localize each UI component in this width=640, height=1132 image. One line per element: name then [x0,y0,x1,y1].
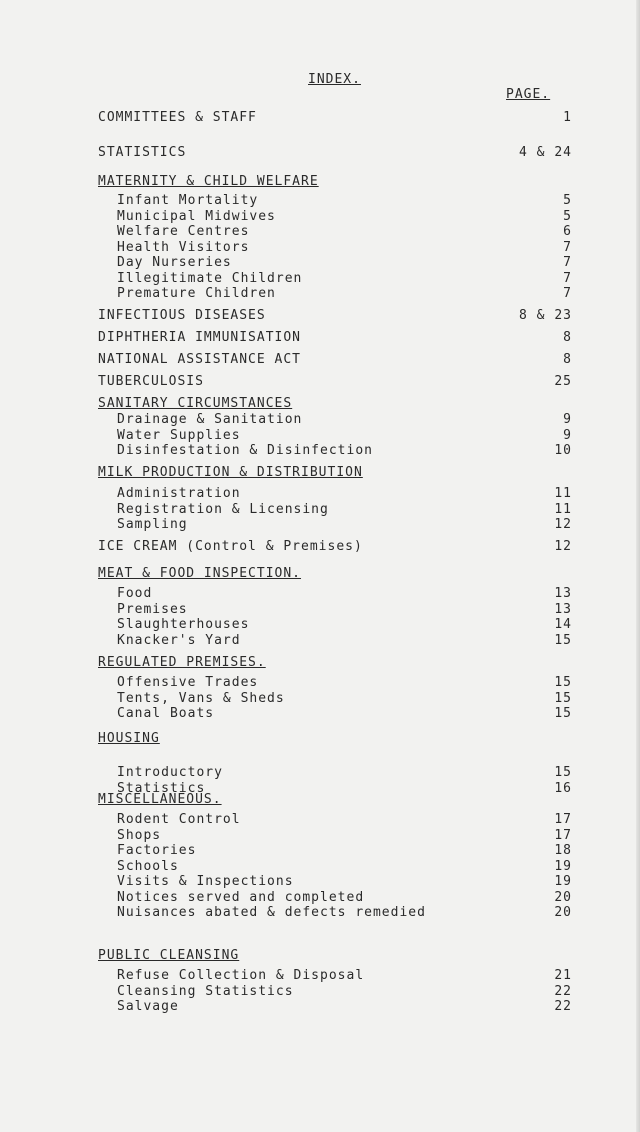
sub-entry [0,859,640,874]
sub-entry-page-number: 18 [554,843,572,858]
sub-entry-label: Schools [117,858,179,874]
index-title: INDEX. [308,72,361,87]
sub-entry-page-number: 15 [554,765,572,780]
sub-entry [0,968,640,983]
sub-entry [0,874,640,889]
sub-entry-label: Statistics [117,780,206,796]
sub-entry-page-number: 7 [563,270,572,286]
sub-entry-label: Disinfestation & Disinfection [117,443,373,458]
sub-entry-label: Introductory [117,765,223,780]
sub-entry [0,586,640,601]
entry-label: HOUSING [98,731,160,746]
sub-entry-page-number: 7 [563,239,572,255]
sub-entry [0,486,640,501]
sub-entry-label: Infant Mortality [117,193,259,208]
sub-entry [0,271,640,286]
sub-entry-label: Slaughterhouses [117,617,250,632]
sub-entry-page-number: 14 [554,617,572,632]
sub-entry [0,984,640,999]
sub-entry-page-number: 7 [563,255,572,270]
entry-label: MILK PRODUCTION & DISTRIBUTION [98,465,363,480]
sub-entry-page-number: 12 [554,517,572,532]
sub-entry-page-number: 22 [554,983,572,999]
index-entry [0,539,640,557]
sub-entry-page-number: 15 [554,706,572,721]
entry-page-number: 1 [563,110,572,125]
sub-entry-page-number: 20 [554,889,572,905]
sub-entry [0,890,640,905]
sub-entry [0,905,640,920]
index-entry [0,792,640,810]
sub-entry-label: Shops [117,827,162,843]
sub-entry [0,193,640,208]
sub-entry [0,517,640,532]
sub-entry-label: Sampling [117,517,188,532]
index-entry [0,948,640,966]
sub-entry [0,602,640,617]
sub-entry-label: Offensive Trades [117,675,259,690]
sub-entry-page-number: 10 [554,443,572,458]
sub-entry-page-number: 9 [563,412,572,427]
sub-entry-page-number: 17 [554,812,572,827]
sub-entry-page-number: 20 [554,905,572,920]
sub-entry-label: Food [117,586,153,601]
sub-entry [0,765,640,780]
sub-entry-page-number: 9 [563,427,572,443]
sub-entry-page-number: 11 [554,486,572,501]
sub-entry-label: Nuisances abated & defects remedied [117,905,426,920]
sub-entry-page-number: 19 [554,874,572,889]
entry-label: ICE CREAM (Control & Premises) [98,539,363,554]
sub-entry-label: Municipal Midwives [117,208,276,224]
sub-entry-page-number: 22 [554,999,572,1014]
entry-page-number: 4 & 24 [519,145,572,160]
sub-entry-label: Rodent Control [117,812,241,827]
sub-entry-label: Cleansing Statistics [117,983,294,999]
sub-entry-label: Factories [117,843,197,858]
sub-entry-page-number: 15 [554,632,572,648]
entry-label: COMMITTEES & STAFF [98,110,257,125]
sub-entry [0,224,640,239]
sub-entry [0,633,640,648]
sub-entry-label: Notices served and completed [117,889,365,905]
sub-entry-label: Tents, Vans & Sheds [117,690,285,706]
sub-entry-label: Knacker's Yard [117,632,241,648]
sub-entry-label: Registration & Licensing [117,501,329,517]
sub-entry-label: Illegitimate Children [117,270,303,286]
sub-entry-page-number: 13 [554,601,572,617]
index-entry [0,352,640,370]
page-column-heading: PAGE. [506,87,551,102]
entry-label: DIPHTHERIA IMMUNISATION [98,330,302,345]
index-entry [0,308,640,326]
sub-entry-label: Refuse Collection & Disposal [117,968,365,983]
sub-entry [0,286,640,301]
sub-entry-page-number: 21 [554,968,572,983]
sub-entry [0,255,640,270]
sub-entry-label: Health Visitors [117,239,250,255]
sub-entry [0,428,640,443]
sub-entry [0,812,640,827]
index-entry [0,110,640,128]
entry-label: TUBERCULOSIS [98,374,204,389]
entry-page-number: 12 [554,539,572,554]
sub-entry [0,412,640,427]
entry-label: MEAT & FOOD INSPECTION. [98,566,302,581]
sub-entry-page-number: 5 [563,193,572,208]
sub-entry [0,617,640,632]
index-entry [0,174,640,192]
sub-entry [0,999,640,1014]
sub-entry-page-number: 17 [554,827,572,843]
sub-entry-label: Drainage & Sanitation [117,412,303,427]
sub-entry-page-number: 15 [554,690,572,706]
sub-entry [0,843,640,858]
entry-page-number: 8 [563,330,572,345]
sub-entry-page-number: 7 [563,286,572,301]
sub-entry [0,691,640,706]
sub-entry-page-number: 13 [554,586,572,601]
sub-entry-label: Canal Boats [117,706,215,721]
sub-entry-label: Salvage [117,999,179,1014]
entry-label: PUBLIC CLEANSING [98,948,240,963]
entry-page-number: 25 [554,374,572,389]
entry-label: MISCELLANEOUS. [98,792,222,807]
index-entry [0,330,640,348]
entry-page-number: 8 [563,352,572,367]
index-entry [0,566,640,584]
index-entry [0,465,640,483]
sub-entry-label: Welfare Centres [117,224,250,239]
index-entry [0,731,640,749]
sub-entry [0,675,640,690]
sub-entry-label: Day Nurseries [117,255,232,270]
entry-page-number: 8 & 23 [519,308,572,323]
sub-entry-label: Administration [117,486,241,501]
sub-entry [0,828,640,843]
sub-entry-page-number: 5 [563,208,572,224]
sub-entry-label: Visits & Inspections [117,874,294,889]
sub-entry [0,209,640,224]
sub-entry-page-number: 11 [554,501,572,517]
sub-entry-label: Water Supplies [117,427,241,443]
sub-entry-label: Premises [117,601,188,617]
entry-label: NATIONAL ASSISTANCE ACT [98,352,302,367]
entry-label: STATISTICS [98,145,187,160]
sub-entry [0,240,640,255]
entry-label: REGULATED PREMISES. [98,655,266,670]
sub-entry-label: Premature Children [117,286,276,301]
sub-entry-page-number: 19 [554,858,572,874]
index-entry [0,374,640,392]
sub-entry [0,706,640,721]
sub-entry [0,502,640,517]
sub-entry [0,443,640,458]
sub-entry-page-number: 16 [554,780,572,796]
sub-entry-page-number: 15 [554,675,572,690]
entry-label: MATERNITY & CHILD WELFARE [98,174,319,189]
sub-entry-page-number: 6 [563,224,572,239]
index-entry [0,655,640,673]
entry-label: INFECTIOUS DISEASES [98,308,266,323]
entry-label: SANITARY CIRCUMSTANCES [98,396,293,411]
index-entry [0,145,640,163]
